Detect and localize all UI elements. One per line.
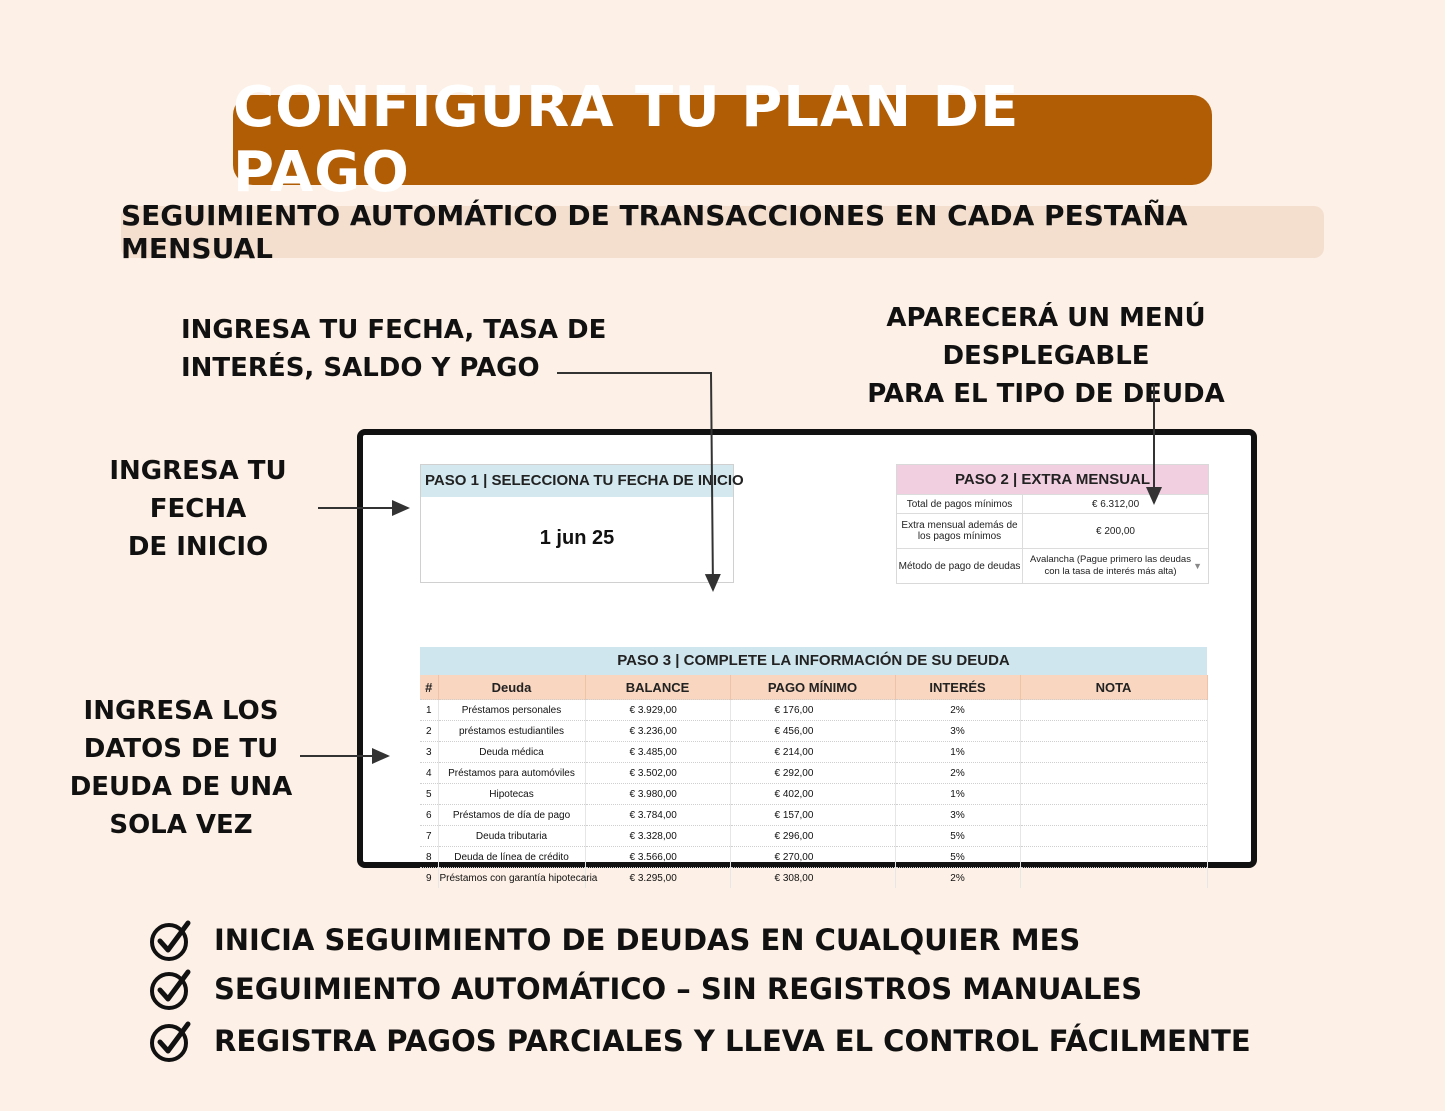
callout-line: APARECERÁ UN MENÚ DESPLEGABLE	[886, 303, 1206, 371]
checklist-text: REGISTRA PAGOS PARCIALES Y LLEVA EL CONTROL FÁCILMENTE	[214, 1024, 1251, 1058]
table-cell[interactable]: € 3.485,00	[585, 742, 730, 763]
column-header: INTERÉS	[895, 675, 1020, 700]
table-cell[interactable]: € 270,00	[730, 847, 895, 868]
table-cell[interactable]: € 3.502,00	[585, 763, 730, 784]
callout-line: DE INICIO	[127, 532, 269, 562]
table-cell[interactable]: 1%	[895, 742, 1020, 763]
step2-label: Extra mensual además de los pagos mínimos	[897, 514, 1023, 548]
callout-line: INTERÉS, SALDO Y PAGO	[181, 353, 540, 383]
table-cell[interactable]: Deuda de línea de crédito	[438, 847, 585, 868]
checklist-item	[148, 1018, 1298, 1064]
callout-line: SOLA VEZ	[109, 810, 253, 840]
step2-value: € 6.312,00	[1091, 498, 1140, 510]
table-cell[interactable]: € 157,00	[730, 805, 895, 826]
step1-header: PASO 1 | SELECCIONA TU FECHA DE INICIO	[421, 465, 733, 497]
step2-header: PASO 2 | EXTRA MENSUAL	[897, 465, 1208, 494]
step2-label: Método de pago de deudas	[897, 549, 1023, 583]
table-cell[interactable]: Préstamos con garantía hipotecaria	[438, 868, 585, 889]
table-cell[interactable]: € 3.328,00	[585, 826, 730, 847]
table-cell[interactable]: € 3.784,00	[585, 805, 730, 826]
column-header: Deuda	[438, 675, 585, 700]
column-header: PAGO MÍNIMO	[730, 675, 895, 700]
table-cell: 2	[420, 721, 438, 742]
table-cell[interactable]: € 3.295,00	[585, 868, 730, 889]
column-header: #	[420, 675, 438, 700]
page-title: CONFIGURA TU PLAN DE PAGO	[233, 75, 1020, 205]
step2-value[interactable]: € 200,00	[1096, 525, 1135, 537]
table-cell[interactable]: € 176,00	[730, 700, 895, 721]
table-cell: 9	[420, 868, 438, 889]
table-cell[interactable]: 1%	[895, 784, 1020, 805]
table-cell[interactable]: € 402,00	[730, 784, 895, 805]
check-circle-icon	[148, 917, 194, 963]
table-cell: 8	[420, 847, 438, 868]
table-cell[interactable]: 2%	[895, 763, 1020, 784]
table-cell[interactable]: € 3.980,00	[585, 784, 730, 805]
table-cell[interactable]: € 3.566,00	[585, 847, 730, 868]
callout-line: INGRESA TU FECHA	[109, 456, 287, 524]
step2-label: Total de pagos mínimos	[897, 495, 1023, 513]
table-cell: 1	[420, 700, 438, 721]
callout-line: DATOS DE TU	[83, 734, 279, 764]
arrow-icon	[557, 373, 713, 590]
callout-line: PARA EL TIPO DE DEUDA	[867, 379, 1225, 409]
table-cell: 5	[420, 784, 438, 805]
table-cell[interactable]: Préstamos personales	[438, 700, 585, 721]
callout-line: INGRESA TU FECHA, TASA DE	[181, 315, 607, 345]
table-cell[interactable]: € 456,00	[730, 721, 895, 742]
check-circle-icon	[148, 966, 194, 1012]
payment-method-select[interactable]: Avalancha (Pague primero las deudas con la tasa de interés más alta)	[1030, 554, 1191, 577]
start-date-cell[interactable]: 1 jun 25	[539, 527, 615, 549]
callout-line: INGRESA LOS	[83, 696, 279, 726]
table-cell[interactable]: € 3.929,00	[585, 700, 730, 721]
table-cell[interactable]: Deuda tributaria	[438, 826, 585, 847]
page-subtitle: SEGUIMIENTO AUTOMÁTICO DE TRANSACCIONES EN CADA PESTAÑA MENSUAL	[121, 199, 1188, 265]
table-cell[interactable]: Préstamos para automóviles	[438, 763, 585, 784]
table-cell[interactable]: 5%	[895, 847, 1020, 868]
checklist-item	[148, 966, 1298, 1012]
column-header: NOTA	[1020, 675, 1207, 700]
table-cell: 4	[420, 763, 438, 784]
step3-header: PASO 3 | COMPLETE LA INFORMACIÓN DE SU DEUDA	[420, 647, 1207, 675]
callout-line: DEUDA DE UNA	[69, 772, 293, 802]
checklist-item	[148, 917, 1298, 963]
table-cell: 7	[420, 826, 438, 847]
table-cell[interactable]: € 3.236,00	[585, 721, 730, 742]
check-circle-icon	[148, 1018, 194, 1064]
table-cell[interactable]: € 214,00	[730, 742, 895, 763]
table-cell[interactable]: € 292,00	[730, 763, 895, 784]
checklist-text: INICIA SEGUIMIENTO DE DEUDAS EN CUALQUIER MES	[214, 923, 1081, 957]
table-cell[interactable]: € 308,00	[730, 868, 895, 889]
dropdown-icon[interactable]: ▼	[1193, 561, 1202, 571]
table-cell[interactable]: préstamos estudiantiles	[438, 721, 585, 742]
table-cell[interactable]: 3%	[895, 805, 1020, 826]
table-cell[interactable]: 2%	[895, 700, 1020, 721]
table-cell[interactable]: € 296,00	[730, 826, 895, 847]
table-cell: 3	[420, 742, 438, 763]
table-cell[interactable]: Deuda médica	[438, 742, 585, 763]
table-cell[interactable]: Préstamos de día de pago	[438, 805, 585, 826]
table-cell: 6	[420, 805, 438, 826]
checklist-text: SEGUIMIENTO AUTOMÁTICO – SIN REGISTROS MANUALES	[214, 972, 1143, 1006]
column-header: BALANCE	[585, 675, 730, 700]
table-cell[interactable]: 2%	[895, 868, 1020, 889]
table-cell[interactable]: Hipotecas	[438, 784, 585, 805]
table-cell[interactable]: 3%	[895, 721, 1020, 742]
table-cell[interactable]: 5%	[895, 826, 1020, 847]
